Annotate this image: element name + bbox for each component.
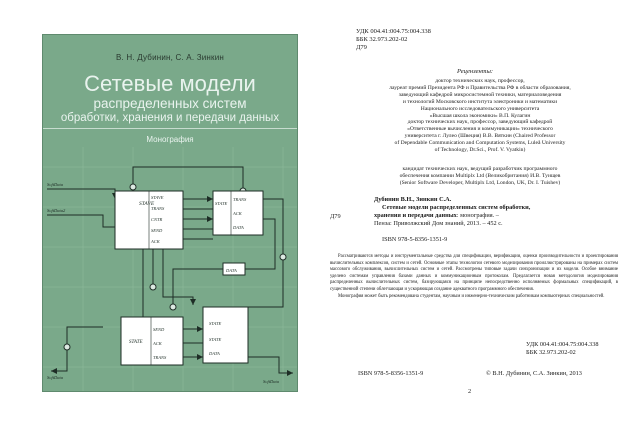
- imprint-page: [330, 28, 620, 438]
- author-mark: Д79: [356, 44, 367, 51]
- reviewer-3-line: обеспечения компании Multiplx Ltd (Великобритания) И.В. Туищев: [399, 173, 561, 179]
- box1-row-2: TRANS: [151, 206, 165, 211]
- diagram-box-1: [115, 191, 183, 249]
- box2-row-3: DATA: [233, 225, 244, 230]
- box2-title: STATE: [215, 201, 228, 206]
- cover-genre: Монография: [146, 135, 194, 144]
- cover-title-line1: Сетевые модели: [84, 71, 256, 96]
- reviewer-2-line: of Technology, Dr.Sci., Prof. V. Vyatkin): [434, 147, 526, 153]
- entry-title-bold: хранения и передачи данных: [374, 212, 457, 219]
- bbk-code-bottom: ББК 32.973.202-02: [526, 349, 576, 356]
- diagram-box-2: [213, 191, 263, 235]
- footer-isbn: ISBN 978-5-8356-1351-9: [358, 370, 424, 377]
- box4-row-2: DATA: [209, 351, 220, 356]
- entry-title-line2: [374, 212, 499, 220]
- box2-row-1: TRANS: [233, 197, 247, 202]
- reviewer-1-line: заведующий кафедрой микросистемной техники, материаловедения: [398, 92, 562, 98]
- entry-authors: Дубинин В.Н., Зинкин С.А.: [374, 196, 452, 203]
- entry-title-line1: Сетевые модели распределенных систем обработки,: [382, 204, 531, 211]
- reviewer-1-line: Национального исследовательского университета: [420, 106, 540, 112]
- box4-title: STATE: [209, 321, 222, 326]
- box3-title: STATE: [129, 340, 143, 345]
- cover-network-diagram: [43, 147, 298, 392]
- abstract-paragraph-2: Монография может быть рекомендована студентам, научным и инженерно-техническим работникам компьютерных специальностей.: [338, 293, 605, 299]
- abstract: [330, 254, 618, 300]
- box4-row-1: STATE: [209, 337, 222, 342]
- box1-title: STAVE: [139, 201, 155, 207]
- reviewer-1-line: лауреат премий Президента РФ и Правительства РФ в области образования,: [389, 85, 571, 91]
- classification-codes: [356, 28, 431, 52]
- box3-row-3: TRANS: [153, 355, 167, 360]
- reviewer-1: [344, 78, 616, 120]
- reviewer-2: [344, 119, 616, 154]
- reviewer-1-line: и технологий Московского института электроники и математики: [402, 99, 558, 105]
- entry-title-rest: : монография. –: [456, 212, 499, 219]
- entry-publisher: Пенза: Приволжский Дом знаний, 2013. – 452 с.: [374, 220, 503, 227]
- output-label-left: SoftData: [47, 375, 64, 380]
- page-number: 2: [468, 388, 472, 395]
- diagram-box-side: [223, 263, 245, 275]
- bbk-code: ББК 32.973.202-02: [356, 36, 408, 43]
- box3-row-2: ACK: [153, 341, 162, 346]
- box2-row-2: ACK: [233, 211, 242, 216]
- entry-isbn: ISBN 978-5-8356-1351-9: [382, 236, 448, 243]
- abstract-paragraph-1: Рассматриваются методы и инструментальные средства для спецификации, верификации, оценки производительности и проектирования вычислительных комплексов, систем и сетей. Основные этапы технологии сетевого моделирования проиллюстрированы на примерах систем массового обслуживания, вычислительных систем и сетей. Рассмотрены типовые задачи синхронизации и их модели. Особое внимание уделено системам управления базами данных и коммуникационным протоколам. Предлагается новая методология моделирования распределенных вычислительных систем, базирующаяся на принципе непосредственно исполняемых формальных спецификаций, в существенной степени облегчающая и ускоряющая создание адекватного программного обеспечения.: [330, 254, 618, 292]
- reviewer-2-line: университета г. Лулео (Швеция) В.В. Вяткин (Chaired Professor: [404, 133, 556, 139]
- udc-code: УДК 004.41:004.75:004.338: [356, 28, 431, 35]
- copyright: © В.Н. Дубинин, С.А. Зинкин, 2013: [486, 370, 582, 377]
- box1-row-4: SEND: [151, 228, 163, 233]
- reviewer-2-line: «Ответственные вычисления и коммуникации» технического: [407, 126, 553, 132]
- cover-title: [43, 73, 297, 124]
- book-cover: [42, 34, 298, 392]
- box1-row-1: STAVE: [151, 195, 164, 200]
- input-label-a: SoftData: [47, 182, 64, 187]
- reviewer-1-line: «Высшая школа экономики» В.П. Кулагин: [429, 113, 531, 119]
- diagram-box-4: [203, 307, 248, 363]
- cover-divider: [43, 128, 297, 129]
- reviewer-1-line: доктор технических наук, профессор,: [435, 78, 525, 84]
- input-label-b: SoftData2: [47, 208, 66, 213]
- side-box-label: DATA: [226, 268, 237, 273]
- reviewer-2-line: of Dependable Communication and Computation Systems, Luleå University: [394, 140, 566, 146]
- box3-row-1: SEND: [153, 327, 165, 332]
- classification-codes-bottom: [526, 341, 599, 357]
- box1-row-3: CNTR: [151, 217, 163, 222]
- reviewer-2-line: доктор технических наук, профессор, заведующий кафедрой: [407, 119, 553, 125]
- output-label-right: SoftData: [263, 379, 280, 384]
- reviewers-heading: Рецензенты:: [456, 68, 494, 75]
- udc-code-bottom: УДК 004.41:004.75:004.338: [526, 341, 599, 348]
- cover-title-line3: обработки, хранения и передачи данных: [60, 111, 280, 124]
- diagram-box-3: [121, 317, 183, 365]
- cover-authors: В. Н. Дубинин, С. А. Зинкин: [116, 53, 224, 62]
- reviewer-3-line: кандидат технических наук, ведущий разработчик программного: [402, 166, 558, 172]
- reviewer-3-line: (Senior Software Developer, Multiplx Ltd, London, UK, Dr. I. Tuishev): [399, 180, 561, 186]
- entry-code: Д79: [330, 213, 341, 220]
- reviewer-3: [344, 166, 616, 187]
- cover-title-line2: распределенных систем: [93, 96, 247, 111]
- box1-row-5: ACK: [151, 239, 160, 244]
